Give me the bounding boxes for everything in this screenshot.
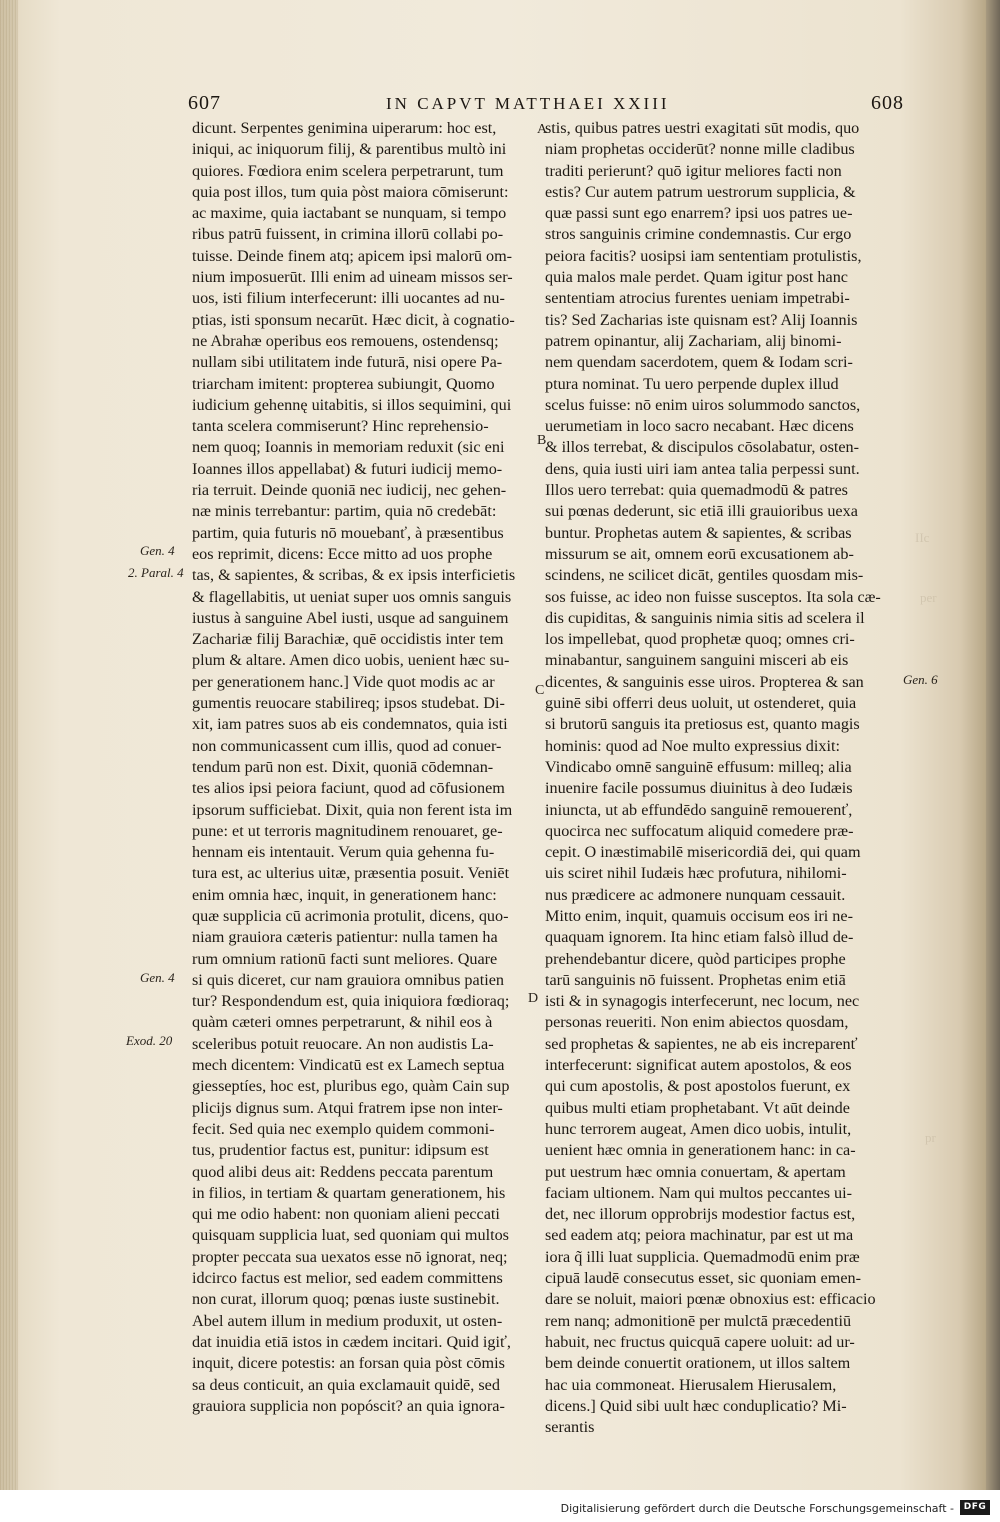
- bleed-through-text: per: [920, 590, 937, 605]
- text-line: stis, quibus patres uestri exagitati sūt modis, quo: [545, 119, 860, 137]
- text-line: quod alibi deus ait: Reddens peccata parentum: [192, 1162, 494, 1181]
- page-number-left: 607: [188, 92, 221, 114]
- text-line: patrem opinantur, alij Zachariam, alij binomi-: [545, 331, 842, 350]
- text-line: los impellebat, quod prophetæ quoq; omnes cri-: [545, 630, 855, 649]
- text-line: pune: et ut terroris magnitudinem renouaret, ge-: [192, 821, 503, 840]
- text-line: ribus patrū fuissent, in crimina illorū collabi po-: [192, 225, 504, 244]
- text-line: eos reprimit, dicens: Ecce mitto ad uos prophe: [192, 544, 493, 563]
- text-line: iniuncta, ut ab effundēdo sanguinē remouerenť,: [545, 800, 853, 819]
- text-line: Mitto enim, inquit, quamuis occisum eos iri ne-: [545, 906, 853, 925]
- text-line: put uestrum hæc omnia conuertam, & apertam: [545, 1162, 846, 1181]
- text-line: sui pœnas dederunt, sic etiā illi grauioribus uexa: [545, 502, 858, 521]
- text-line: scelus fuisse: nō enim uiros solummodo sanctos,: [545, 395, 861, 414]
- section-letter-d: D: [528, 991, 539, 1006]
- text-line: minabantur, sanguinem sanguini misceri ab eis: [545, 651, 849, 670]
- text-line: hominis: quod ad Noe multo expressius dixit:: [545, 736, 840, 755]
- text-line: estis? Cur autem patrum uestrorum supplicia, &: [545, 182, 856, 201]
- text-line: Illos uero terrebat: quia quemadmodū & patres: [545, 481, 848, 500]
- text-line: nus prædicere ac admonere nunquam cessauit.: [545, 885, 846, 904]
- text-line: uos, isti filium interfecerunt: illi uocantes ad nu-: [192, 289, 505, 308]
- text-line: det, nec illorum opprobrijs modestior factus est,: [545, 1205, 856, 1224]
- margin-note-gen4-second: Gen. 4: [140, 970, 175, 985]
- text-line: hac uia commoneat. Hierusalem Hierusalem,: [545, 1375, 837, 1394]
- text-line: grauiora supplicia non popóscit? an quia ignora-: [192, 1396, 505, 1415]
- text-line: guinē sibi offerri deus uoluit, ut ostenderet, quia: [545, 694, 857, 713]
- section-letter-c: C: [535, 683, 545, 698]
- text-line: qui cum apostolis, & post apostolos fuerunt, ex: [545, 1077, 851, 1096]
- text-line: xit, iam patres suos ab eis condemnatos, quia isti: [192, 715, 508, 734]
- text-line: dicens.] Quid sibi uult hæc conduplicatio? Mi-: [545, 1396, 847, 1415]
- text-line: tarū sanguinis nō fuissent. Prophetas enim etiā: [545, 970, 846, 989]
- text-line: Abel autem illum in medium produxit, ut osten-: [192, 1311, 503, 1330]
- text-line: tendum parū non est. Dixit, quoniā cōdemnan-: [192, 757, 494, 776]
- margin-note-exod: Exod. 20: [126, 1033, 173, 1048]
- text-line: ptias, isti sponsum necarūt. Hæc dicit, à cognatio-: [192, 310, 515, 329]
- text-line: sos fuisse, ac ideo non fuisse susceptos. Ita sola cæ-: [545, 587, 881, 606]
- text-line: dicentes, & sanguinis esse uiros. Propterea & san: [545, 672, 864, 691]
- text-line: inquit, dicere potestis: an forsan quia pòst cōmis: [192, 1354, 505, 1373]
- text-line: qui me odio habent: non quoniam alieni peccati: [192, 1205, 500, 1224]
- text-line: Zachariæ filij Barachiæ, quē occidistis inter tem: [192, 630, 504, 649]
- text-line: inuenire facile possumus diuinitus à deo Iudæis: [545, 779, 853, 798]
- text-line: rem nanq; admonitionē per mulctā præcedentiū: [545, 1311, 852, 1330]
- text-line: interfecerunt: significat autem apostolos, & eos: [545, 1056, 852, 1075]
- text-line: si quis diceret, cur nam grauiora omnibus patien: [192, 970, 504, 989]
- text-line: triarcham imitent: propterea subiungit, Quomo: [192, 374, 495, 393]
- text-line: plicijs dignus sum. Atqui fratrem ipse non inter-: [192, 1098, 503, 1117]
- text-line: sententiam atrocius furentes ueniam impetrabi-: [545, 289, 850, 308]
- text-line: dens, quia iusti uiri iam antea talia perpessi sunt.: [545, 459, 860, 478]
- margin-note-paral: 2. Paral. 4: [128, 565, 184, 580]
- text-line: & flagellabitis, ut ueniat super uos omnis sanguis: [192, 587, 512, 606]
- text-line: mech dicentem: Vindicatū est ex Lamech septua: [192, 1056, 505, 1075]
- footer-credit: Digitalisierung gefördert durch die Deutsche Forschungsgemeinschaft -: [560, 1502, 954, 1515]
- text-line: partim, quia futuris nō mouebanť, à præsentibus: [192, 523, 504, 542]
- running-title: IN CAPVT MATTHAEI XXIII: [386, 94, 670, 113]
- text-line: hennam eis intentauit. Verum quia gehenna fu-: [192, 843, 495, 862]
- text-line: dat inuidia etiā istos in cædem incitari. Quid igiť,: [192, 1332, 511, 1351]
- text-line: dare se noluit, maiori pœnæ obnoxius est: efficacio: [545, 1290, 876, 1309]
- right-text-column: [545, 118, 897, 1438]
- text-line: iora q̃ illi luat supplicia. Quemadmodū enim præ: [545, 1247, 860, 1266]
- text-line: isti & in synagogis interfecerunt, nec locum, nec: [545, 992, 860, 1011]
- text-line: non curat, illorum quoq; pœnas iuste sustinebit.: [192, 1290, 500, 1309]
- text-line: buntur. Prophetas autem & sapientes, & scribas: [545, 523, 852, 542]
- page-number-right: 608: [871, 92, 904, 114]
- text-line: faciam ultionem. Nam qui multos peccantes ui-: [545, 1183, 853, 1202]
- left-text-column: [192, 118, 534, 1417]
- bleed-through-text: pr: [925, 1130, 936, 1145]
- text-line: giesseptíes, hoc est, pluribus ego, quàm Cain sup: [192, 1077, 510, 1096]
- text-line: niam prophetas occiderūt? nonne mille cladibus: [545, 140, 855, 159]
- text-line: nium imposuerūt. Illi enim ad uineam missos ser-: [192, 268, 513, 287]
- text-line: dis cupiditas, & sanguinis nimia sitis ad scelera il: [545, 608, 865, 627]
- text-line: quocirca nec suffocatum aliquid comedere præ-: [545, 821, 854, 840]
- text-line: tur? Respondendum est, quia iniquiora fœdioraq;: [192, 992, 510, 1011]
- text-line: enim omnia hæc, inquit, in generationem hanc:: [192, 885, 497, 904]
- text-line: iustus à sanguine Abel iusti, usque ad sanguinem: [192, 608, 509, 627]
- margin-note-gen6: Gen. 6: [903, 672, 938, 687]
- text-line: propter peccata sua uexatos esse nō ignorat, neq;: [192, 1247, 508, 1266]
- text-line: ptura nominat. Tu uero perpende duplex illud: [545, 374, 839, 393]
- text-line: idcirco factus est melior, sed eadem committens: [192, 1269, 503, 1288]
- text-line: stros sanguinis crimine condemnastis. Cur ergo: [545, 225, 852, 244]
- text-line: cipuā laudē consecutus esset, sic quoniam emen-: [545, 1269, 862, 1288]
- text-line: quia post illos, tum quia pòst maiora cōmiserunt:: [192, 182, 509, 201]
- text-line: serantis: [545, 1418, 595, 1437]
- text-line: sed prophetas & sapientes, ne ab eis increparenť: [545, 1034, 858, 1053]
- text-line: tura est, ac ulterius uitæ, præsentia posuit. Veniēt: [192, 864, 510, 883]
- text-line: dicunt. Serpentes genimina uiperarum: hoc est,: [192, 119, 497, 137]
- text-line: quàm cæteri omnes perpetrarunt, & nihil eos à: [192, 1013, 493, 1032]
- text-line: personas reueriti. Non enim abiectos quosdam,: [545, 1013, 849, 1032]
- text-line: in filios, in tertiam & quartam generationem, his: [192, 1183, 506, 1202]
- text-line: quæ passi sunt ego enarrem? ipsi uos patres ue-: [545, 204, 853, 223]
- text-line: & illos terrebat, & discipulos cōsolabatur, osten-: [545, 438, 860, 457]
- text-line: nem quendam sacerdotem, quem & Iodam scri-: [545, 353, 853, 372]
- text-line: uis sciret nihil Iudæis hæc profutura, nihilomi-: [545, 864, 847, 883]
- text-line: tus, prudentior factus est, punitur: idipsum est: [192, 1141, 489, 1160]
- text-line: tes alios ipsi peiora faciunt, quod ad cōfusionem: [192, 779, 505, 798]
- text-line: sa deus conticuit, an quia exclamauit quidē, sed: [192, 1375, 500, 1394]
- section-letter-a: A: [537, 122, 548, 137]
- text-line: tis? Sed Zacharias iste quisnam est? Alij Ioannis: [545, 310, 858, 329]
- text-line: tas, & sapientes, & scribas, & ex ipsis interficietis: [192, 566, 516, 585]
- text-line: quia malos male perdet. Quam igitur post hanc: [545, 268, 848, 287]
- text-line: uenient hæc omnia in generationem hanc: in ca-: [545, 1141, 856, 1160]
- text-line: niam grauiora cæteris patientur: nulla tamen ha: [192, 928, 498, 947]
- text-line: traditi perierunt? quō igitur meliores facti non: [545, 161, 842, 180]
- text-line: Ioannes illos appellabat) & futuri iudicij memo-: [192, 459, 503, 478]
- text-line: peiora facitis? uosipsi iam sententiam protulistis,: [545, 246, 862, 265]
- text-line: ne Abrahæ operibus eos remouens, ostendensq;: [192, 331, 499, 350]
- dfg-logo: DFG: [960, 1500, 990, 1515]
- text-line: iudicium gehennę uitabitis, si illos sequimini, qui: [192, 395, 512, 414]
- text-line: sed eadem atq; peiora machinatur, par est ut ma: [545, 1226, 854, 1245]
- text-line: per generationem hanc.] Vide quot modis ac ar: [192, 672, 495, 691]
- margin-note-gen4: Gen. 4: [140, 543, 175, 558]
- text-line: ria terruit. Deinde quoniā nec iudicij, nec gehen-: [192, 481, 507, 500]
- text-line: bem deinde conuertit orationem, ut illos saltem: [545, 1354, 851, 1373]
- text-line: missurum se ait, omnem eorū excusationem ab-: [545, 544, 854, 563]
- running-head: [188, 92, 904, 116]
- text-line: non communicassent cum illis, quod ad conuer-: [192, 736, 502, 755]
- text-line: iniqui, ac iniquorum filij, & parentibus multò ini: [192, 140, 507, 159]
- text-line: uerumetiam in loco sacro necabant. Hæc dicens: [545, 417, 854, 436]
- text-line: fecit. Sed quia nec exemplo quidem commoni-: [192, 1119, 495, 1138]
- text-line: ac maxime, quia iactabant se nunquam, si tempo: [192, 204, 507, 223]
- text-line: hunc terrorem augeat, Amen dico uobis, intulit,: [545, 1119, 852, 1138]
- text-line: nem quoq; Ioannis in memoriam reduxit (sic eni: [192, 438, 505, 457]
- text-line: quisquam supplicia luat, sed quoniam qui multos: [192, 1226, 509, 1245]
- text-line: quiores. Fœdiora enim scelera perpetrarunt, tum: [192, 161, 504, 180]
- text-line: tanta scelera commiserunt? Hinc reprehensio-: [192, 417, 489, 436]
- section-letter-b: B: [537, 433, 547, 448]
- text-line: quaquam ignorem. Ita hinc etiam falsò illud de-: [545, 928, 854, 947]
- text-line: ipsorum sufficiebat. Dixit, quia non ferent ista im: [192, 800, 513, 819]
- text-line: tuisse. Deinde finem atq; apicem ipsi malorū om-: [192, 246, 513, 265]
- text-line: Vindicabo omnē sanguinē effusum: milleq; alia: [545, 757, 852, 776]
- text-line: cepit. O inæstimabilē misericordiā dei, qui quam: [545, 843, 861, 862]
- text-line: rum omnium rationū facti sunt meliores. Quare: [192, 949, 498, 968]
- text-line: nullam sibi utilitatem inde futurā, nisi opere Pa-: [192, 353, 503, 372]
- text-line: habuit, nec fructus quicquā capere uoluit: ad ur-: [545, 1332, 855, 1351]
- text-line: quæ supplicia cū acrimonia protulit, dicens, quo-: [192, 906, 509, 925]
- footer-bar: [0, 1490, 1000, 1522]
- text-line: sceleribus potuit reuocare. An non audistis La-: [192, 1034, 494, 1053]
- text-line: quibus multi etiam prophetabant. Vt aūt deinde: [545, 1098, 850, 1117]
- text-line: næ minis terrebantur: partim, quia nō credebāt:: [192, 502, 497, 521]
- text-line: prehendebantur dicere, quòd participes prophe: [545, 949, 846, 968]
- text-line: gumentis reuocare stabilireq; ipsos studebat. Di-: [192, 694, 505, 713]
- text-line: si brutorū sanguis ita pretiosus est, quanto magis: [545, 715, 860, 734]
- bleed-through-text: IIc: [915, 530, 930, 545]
- text-line: scindens, ne scilicet dicāt, gentiles quosdam mis-: [545, 566, 864, 585]
- text-line: plum & altare. Amen dico uobis, uenient hæc su-: [192, 651, 510, 670]
